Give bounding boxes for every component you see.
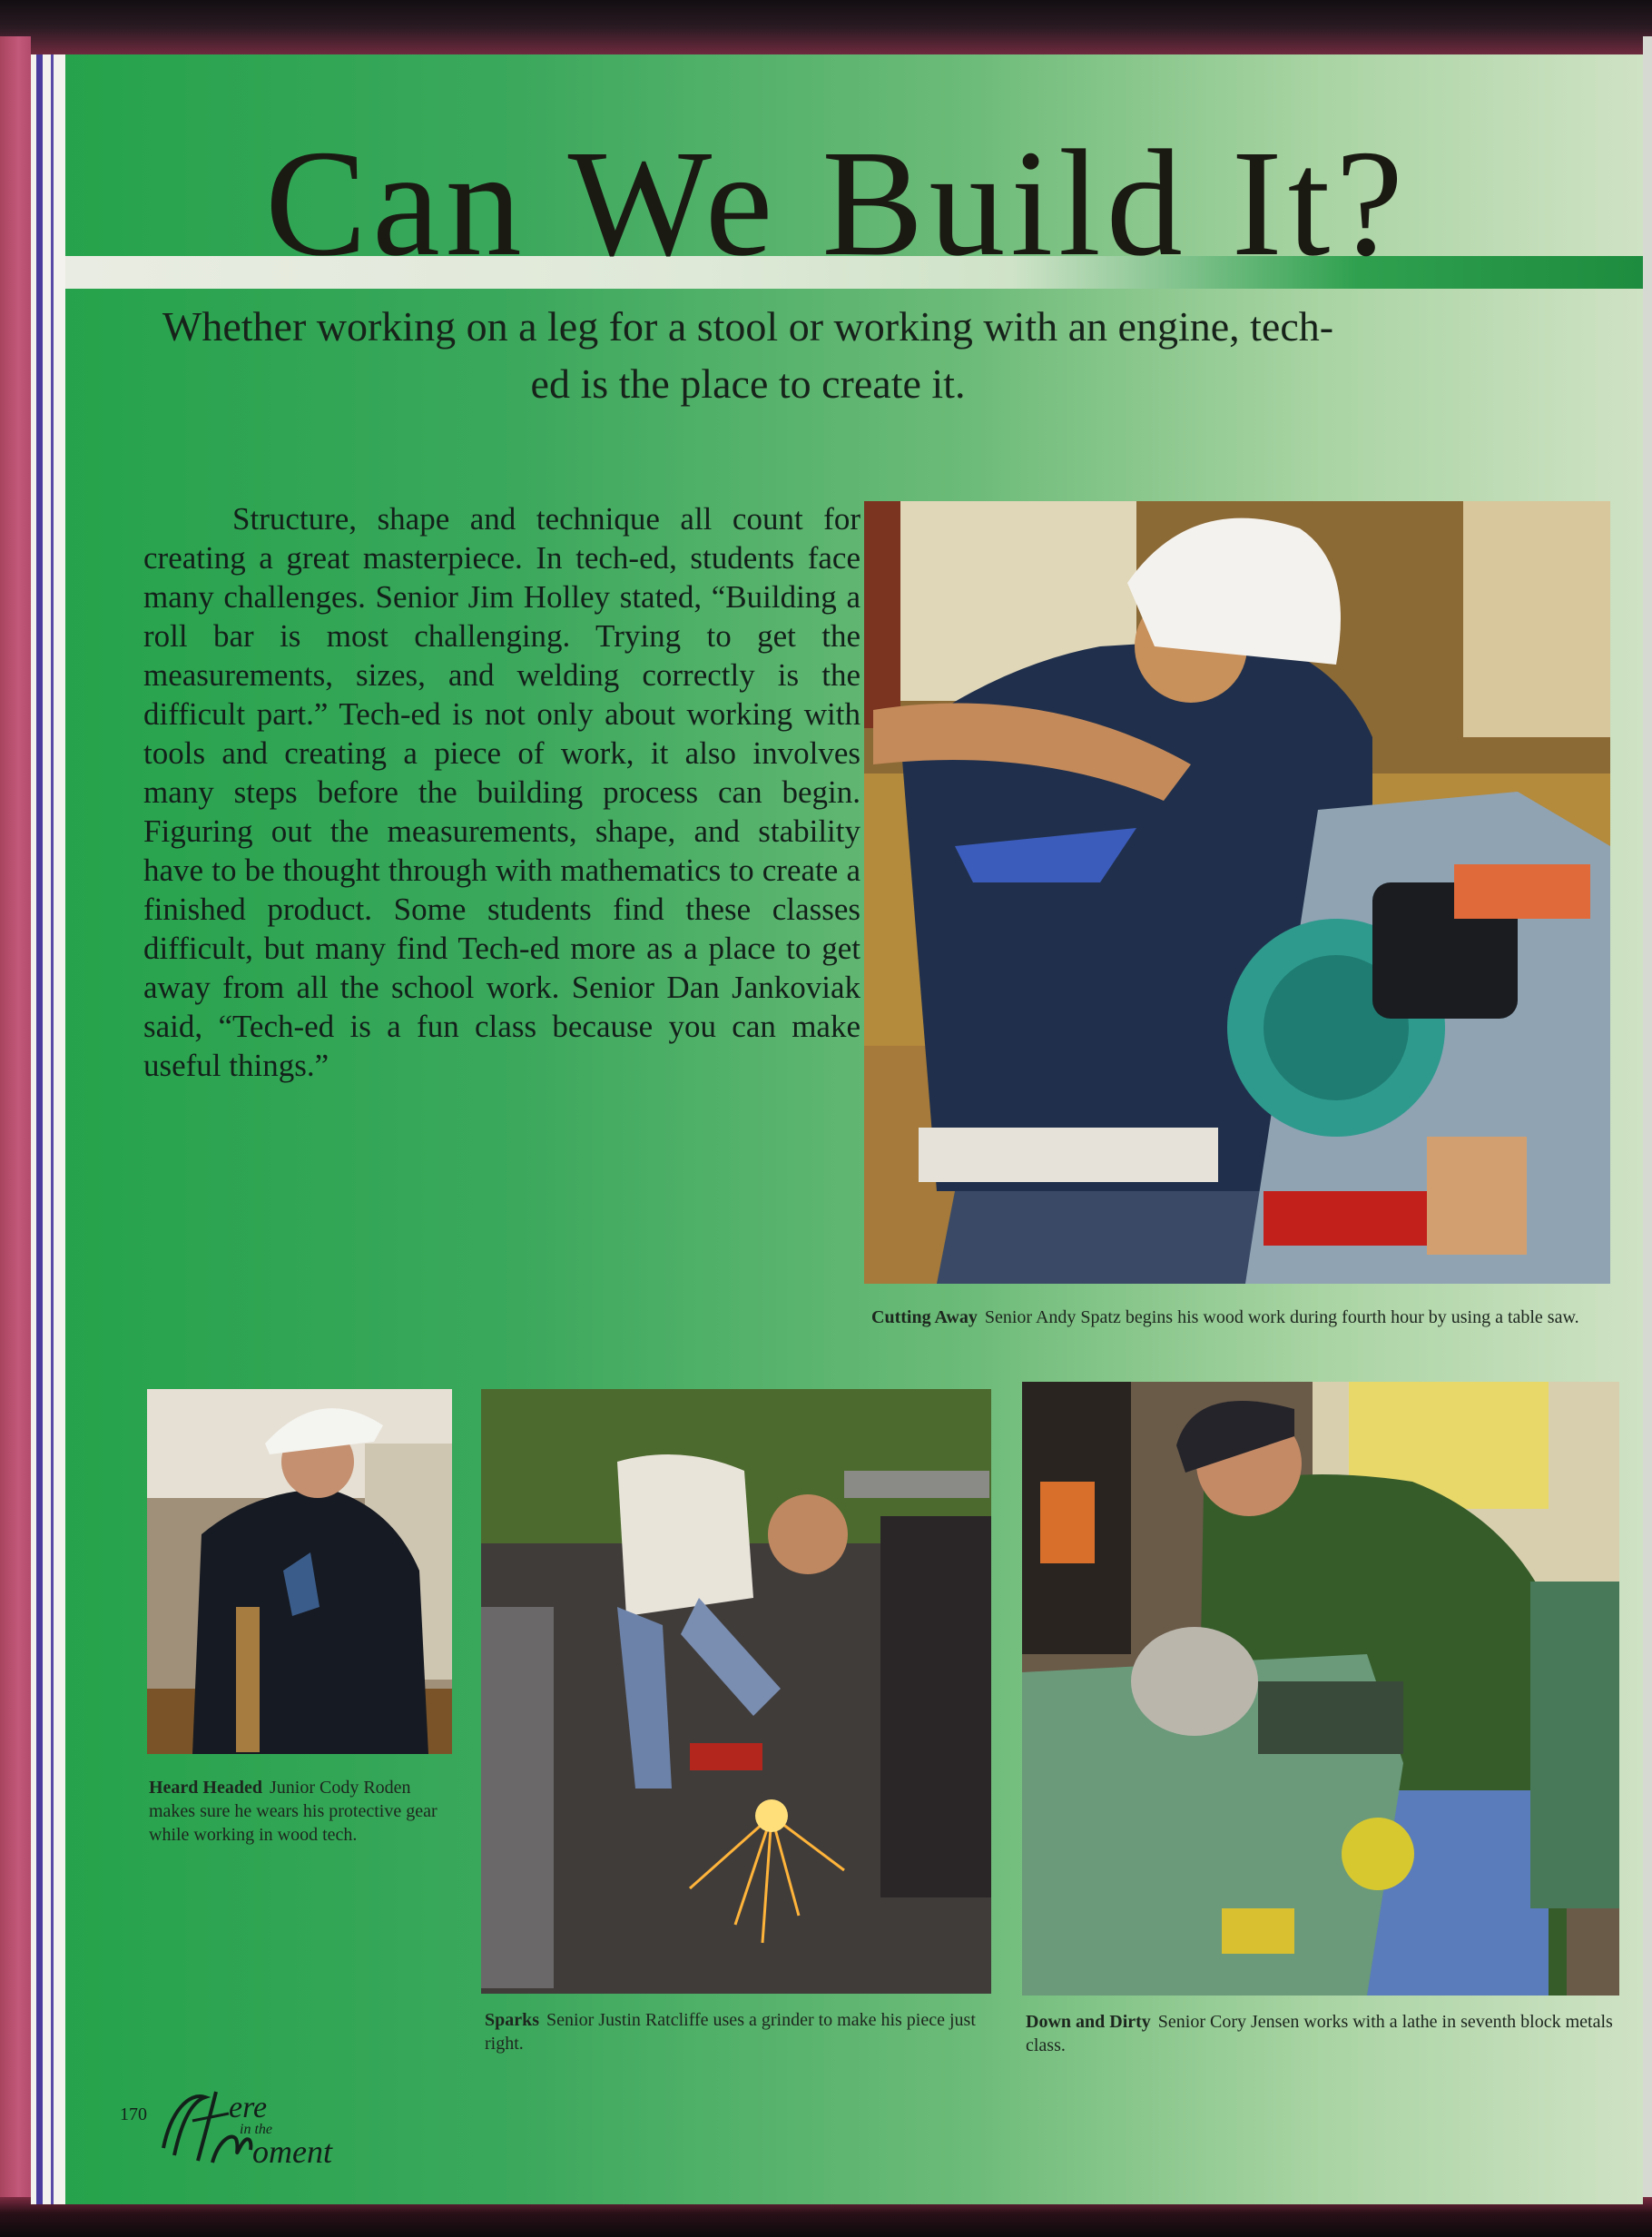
page-number: 170 [120, 2104, 147, 2124]
page-title: Can We Build It? [265, 119, 1409, 288]
caption-down [1026, 2010, 1625, 2057]
article-body: Structure, shape and technique all count for creating a great masterpiece. In tech-ed, students face many challenges. Senior Jim Holley stated, “Building a roll bar is most challenging. Trying to get the measurements, sizes, and welding correctly is the difficult part.” Tech-ed is not only about working with tools and creating a piece of work, it also involves many steps before the building process can begin. Figuring out the measurements, shape, and stability have to be thought through with mathematics to create a finished product. Some students find these classes difficult, but many find Tech-ed more as a place to get away from all the school work. Senior Dan Jankoviak said, “Tech-ed is a fun class because you can make useful things.” [143, 501, 860, 1083]
page-subtitle: Whether working on a leg for a stool or working with an engine, tech-ed is the place to create it. [162, 303, 1334, 407]
svg-text:oment: oment [252, 2134, 332, 2166]
caption-cutting-text: Senior Andy Spatz begins his wood work during fourth hour by using a table saw. [984, 1307, 1579, 1327]
caption-down-text: Senior Cory Jensen works with a lathe in seventh block metals class. [1026, 2012, 1613, 2055]
caption-cutting-title: Cutting Away [871, 1307, 978, 1327]
svg-text:ere: ere [229, 2091, 268, 2124]
scan-left-edge [0, 36, 31, 2215]
svg-text:in the: in the [240, 2122, 272, 2137]
scan-right-edge [1643, 36, 1652, 2215]
binding-stripe-thin [51, 54, 54, 2204]
caption-down-title: Down and Dirty [1026, 2012, 1151, 2032]
caption-sparks-text: Senior Justin Ratcliffe uses a grinder to make his piece just right. [485, 2010, 976, 2054]
caption-heard [149, 1776, 439, 1847]
caption-sparks [485, 2008, 993, 2055]
photo-lathe [1022, 1382, 1619, 1996]
scan-top-edge [0, 0, 1652, 54]
caption-heard-text: Junior Cody Roden makes sure he wears his protective gear while working in wood tech. [149, 1778, 438, 1845]
photo-grinder-sparks [481, 1389, 991, 1994]
photo-hard-hat [147, 1389, 452, 1754]
caption-sparks-title: Sparks [485, 2010, 540, 2030]
caption-heard-title: Heard Headed [149, 1778, 262, 1798]
binding-stripe [36, 54, 43, 2204]
caption-cutting [871, 1306, 1598, 1329]
yearbook-page [31, 54, 1643, 2204]
photo-table-saw [864, 501, 1610, 1284]
here-in-the-moment-logo [152, 2084, 388, 2166]
